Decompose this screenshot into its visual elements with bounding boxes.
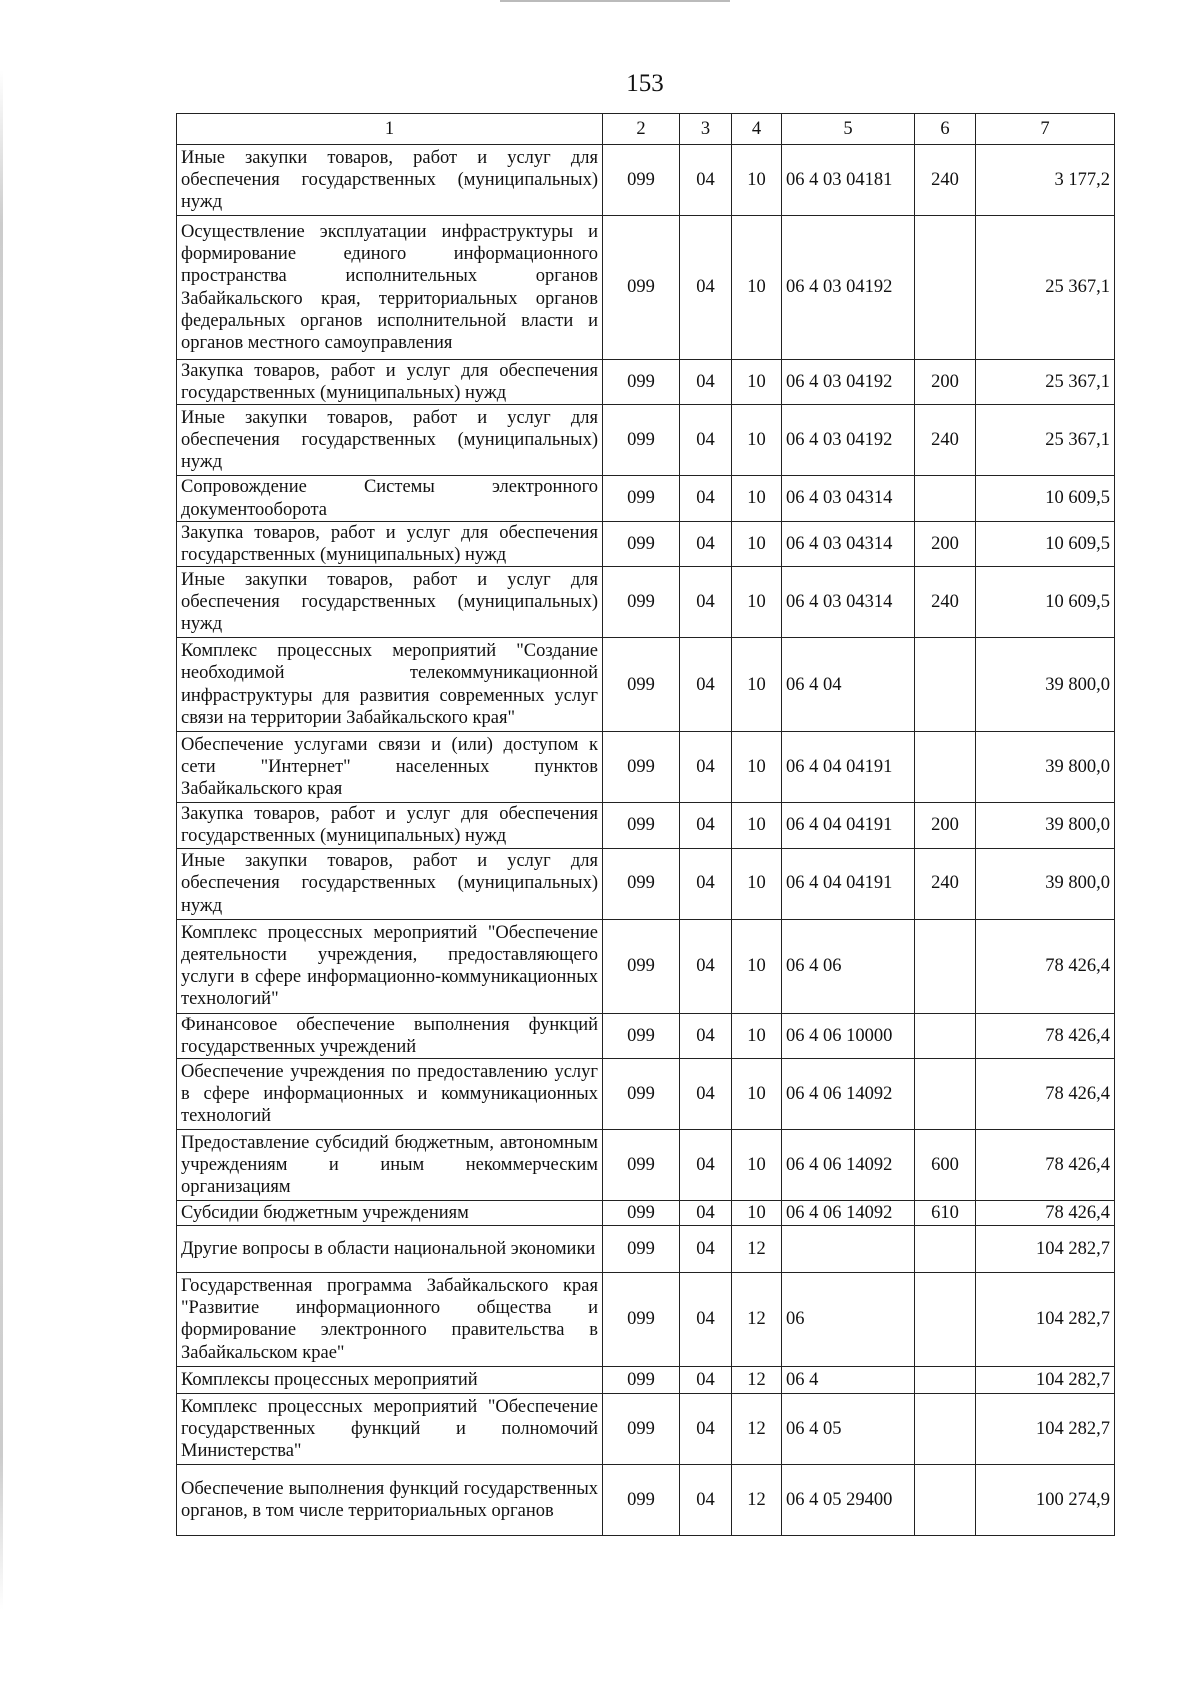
row-description: Государственная программа Забайкальского края "Развитие информационного общества и формирование электронного правительства в Забайкальском крае": [177, 1272, 603, 1366]
table-row: [177, 1129, 1115, 1200]
expense-type-code: [915, 1393, 976, 1464]
column-header: 6: [915, 114, 976, 145]
section-code: 04: [680, 1366, 732, 1393]
amount: 3 177,2: [976, 145, 1115, 216]
column-header: 1: [177, 114, 603, 145]
amount: 104 282,7: [976, 1272, 1115, 1366]
row-description: Обеспечение учреждения по предоставлению услуг в сфере информационных и коммуникационных технологий: [177, 1058, 603, 1129]
target-article-code: 06 4 06 14092: [782, 1200, 915, 1225]
amount: 39 800,0: [976, 803, 1115, 848]
target-article-code: [782, 1225, 915, 1272]
amount: 10 609,5: [976, 521, 1115, 566]
target-article-code: 06 4 03 04314: [782, 567, 915, 638]
target-article-code: 06 4 06 14092: [782, 1058, 915, 1129]
expense-type-code: 200: [915, 803, 976, 848]
ministry-code: 099: [603, 848, 680, 919]
table-row: [177, 145, 1115, 216]
target-article-code: 06 4 06 14092: [782, 1129, 915, 1200]
section-code: 04: [680, 1393, 732, 1464]
row-description: Сопровождение Системы электронного документооборота: [177, 476, 603, 521]
column-header: 3: [680, 114, 732, 145]
amount: 78 426,4: [976, 1129, 1115, 1200]
ministry-code: 099: [603, 1129, 680, 1200]
section-code: 04: [680, 1058, 732, 1129]
section-code: 04: [680, 848, 732, 919]
row-description: Комплексы процессных мероприятий: [177, 1366, 603, 1393]
ministry-code: 099: [603, 405, 680, 476]
section-code: 04: [680, 638, 732, 732]
row-description: Иные закупки товаров, работ и услуг для обеспечения государственных (муниципальных) нужд: [177, 145, 603, 216]
amount: 104 282,7: [976, 1225, 1115, 1272]
ministry-code: 099: [603, 803, 680, 848]
expense-type-code: [915, 476, 976, 521]
ministry-code: 099: [603, 1272, 680, 1366]
row-description: Закупка товаров, работ и услуг для обеспечения государственных (муниципальных) нужд: [177, 521, 603, 566]
expense-type-code: [915, 919, 976, 1013]
ministry-code: 099: [603, 145, 680, 216]
target-article-code: 06 4: [782, 1366, 915, 1393]
table-row: [177, 919, 1115, 1013]
table-row: [177, 1058, 1115, 1129]
amount: 78 426,4: [976, 1013, 1115, 1058]
row-description: Обеспечение услугами связи и (или) доступом к сети "Интернет" населенных пунктов Забайкальского края: [177, 732, 603, 803]
ministry-code: 099: [603, 476, 680, 521]
subsection-code: 10: [732, 1058, 782, 1129]
row-description: Иные закупки товаров, работ и услуг для обеспечения государственных (муниципальных) нужд: [177, 405, 603, 476]
target-article-code: 06: [782, 1272, 915, 1366]
expense-type-code: [915, 638, 976, 732]
ministry-code: 099: [603, 521, 680, 566]
target-article-code: 06 4 03 04181: [782, 145, 915, 216]
ministry-code: 099: [603, 919, 680, 1013]
table-row: [177, 1225, 1115, 1272]
row-description: Иные закупки товаров, работ и услуг для обеспечения государственных (муниципальных) нужд: [177, 848, 603, 919]
table-row: [177, 1200, 1115, 1225]
target-article-code: 06 4 04 04191: [782, 848, 915, 919]
subsection-code: 10: [732, 803, 782, 848]
table-row: [177, 638, 1115, 732]
target-article-code: 06 4 05: [782, 1393, 915, 1464]
section-code: 04: [680, 360, 732, 405]
amount: 78 426,4: [976, 1200, 1115, 1225]
section-code: 04: [680, 732, 732, 803]
section-code: 04: [680, 521, 732, 566]
column-header: 4: [732, 114, 782, 145]
section-code: 04: [680, 1200, 732, 1225]
page-number: 153: [626, 70, 664, 97]
section-code: 04: [680, 1129, 732, 1200]
table-row: [177, 1272, 1115, 1366]
ministry-code: 099: [603, 638, 680, 732]
row-description: Субсидии бюджетным учреждениям: [177, 1200, 603, 1225]
expense-type-code: [915, 1013, 976, 1058]
expense-type-code: [915, 1366, 976, 1393]
column-header: 7: [976, 114, 1115, 145]
row-description: Другие вопросы в области национальной экономики: [177, 1225, 603, 1272]
section-code: 04: [680, 1225, 732, 1272]
table-row: [177, 521, 1115, 566]
row-description: Комплекс процессных мероприятий "Создание необходимой телекоммуникационной инфраструктуры для развития современных услуг связи на территории Забайкальского края": [177, 638, 603, 732]
subsection-code: 10: [732, 360, 782, 405]
expense-type-code: [915, 1464, 976, 1535]
table-row: [177, 405, 1115, 476]
amount: 104 282,7: [976, 1366, 1115, 1393]
row-description: Предоставление субсидий бюджетным, автономным учреждениям и иным некоммерческим организациям: [177, 1129, 603, 1200]
amount: 78 426,4: [976, 1058, 1115, 1129]
target-article-code: 06 4 04 04191: [782, 732, 915, 803]
expense-type-code: 240: [915, 567, 976, 638]
expense-type-code: 610: [915, 1200, 976, 1225]
expense-type-code: [915, 216, 976, 360]
table-header-row: [177, 114, 1115, 145]
amount: 39 800,0: [976, 732, 1115, 803]
table-row: [177, 476, 1115, 521]
scan-artifact: [500, 0, 730, 2]
row-description: Комплекс процессных мероприятий "Обеспечение государственных функций и полномочий Министерства": [177, 1393, 603, 1464]
subsection-code: 10: [732, 216, 782, 360]
ministry-code: 099: [603, 1464, 680, 1535]
table-row: [177, 732, 1115, 803]
target-article-code: 06 4 06: [782, 919, 915, 1013]
subsection-code: 12: [732, 1366, 782, 1393]
scan-edge: [0, 70, 3, 1610]
subsection-code: 10: [732, 919, 782, 1013]
row-description: Осуществление эксплуатации инфраструктуры и формирование единого информационного пространства исполнительных органов Забайкальского края, территориальных органов федеральных органов исполнительной власти и органов местного самоуправления: [177, 216, 603, 360]
subsection-code: 10: [732, 567, 782, 638]
target-article-code: 06 4 03 04192: [782, 216, 915, 360]
table-row: [177, 1464, 1115, 1535]
subsection-code: 10: [732, 638, 782, 732]
ministry-code: 099: [603, 567, 680, 638]
subsection-code: 10: [732, 848, 782, 919]
subsection-code: 12: [732, 1272, 782, 1366]
target-article-code: 06 4 03 04314: [782, 476, 915, 521]
target-article-code: 06 4 06 10000: [782, 1013, 915, 1058]
column-header: 5: [782, 114, 915, 145]
amount: 78 426,4: [976, 919, 1115, 1013]
expense-type-code: 240: [915, 145, 976, 216]
row-description: Финансовое обеспечение выполнения функций государственных учреждений: [177, 1013, 603, 1058]
budget-table: [176, 113, 1115, 1536]
ministry-code: 099: [603, 216, 680, 360]
table-row: [177, 1393, 1115, 1464]
section-code: 04: [680, 1013, 732, 1058]
ministry-code: 099: [603, 1225, 680, 1272]
subsection-code: 12: [732, 1225, 782, 1272]
ministry-code: 099: [603, 1013, 680, 1058]
expense-type-code: [915, 1272, 976, 1366]
table-row: [177, 1366, 1115, 1393]
subsection-code: 10: [732, 405, 782, 476]
ministry-code: 099: [603, 1058, 680, 1129]
ministry-code: 099: [603, 1200, 680, 1225]
section-code: 04: [680, 567, 732, 638]
ministry-code: 099: [603, 732, 680, 803]
subsection-code: 10: [732, 145, 782, 216]
target-article-code: 06 4 03 04192: [782, 405, 915, 476]
target-article-code: 06 4 03 04314: [782, 521, 915, 566]
amount: 39 800,0: [976, 638, 1115, 732]
ministry-code: 099: [603, 1366, 680, 1393]
subsection-code: 10: [732, 1013, 782, 1058]
table-row: [177, 360, 1115, 405]
column-header: 2: [603, 114, 680, 145]
table-row: [177, 803, 1115, 848]
expense-type-code: 600: [915, 1129, 976, 1200]
section-code: 04: [680, 919, 732, 1013]
expense-type-code: 240: [915, 848, 976, 919]
subsection-code: 10: [732, 476, 782, 521]
section-code: 04: [680, 216, 732, 360]
subsection-code: 10: [732, 732, 782, 803]
amount: 10 609,5: [976, 476, 1115, 521]
subsection-code: 12: [732, 1464, 782, 1535]
section-code: 04: [680, 145, 732, 216]
ministry-code: 099: [603, 1393, 680, 1464]
section-code: 04: [680, 1464, 732, 1535]
table-row: [177, 216, 1115, 360]
row-description: Закупка товаров, работ и услуг для обеспечения государственных (муниципальных) нужд: [177, 360, 603, 405]
table-row: [177, 1013, 1115, 1058]
amount: 25 367,1: [976, 405, 1115, 476]
subsection-code: 12: [732, 1393, 782, 1464]
amount: 25 367,1: [976, 216, 1115, 360]
amount: 25 367,1: [976, 360, 1115, 405]
amount: 104 282,7: [976, 1393, 1115, 1464]
ministry-code: 099: [603, 360, 680, 405]
expense-type-code: 200: [915, 360, 976, 405]
target-article-code: 06 4 05 29400: [782, 1464, 915, 1535]
subsection-code: 10: [732, 521, 782, 566]
target-article-code: 06 4 03 04192: [782, 360, 915, 405]
expense-type-code: [915, 732, 976, 803]
section-code: 04: [680, 1272, 732, 1366]
row-description: Иные закупки товаров, работ и услуг для обеспечения государственных (муниципальных) нужд: [177, 567, 603, 638]
section-code: 04: [680, 405, 732, 476]
section-code: 04: [680, 476, 732, 521]
table-row: [177, 567, 1115, 638]
amount: 39 800,0: [976, 848, 1115, 919]
target-article-code: 06 4 04 04191: [782, 803, 915, 848]
row-description: Закупка товаров, работ и услуг для обеспечения государственных (муниципальных) нужд: [177, 803, 603, 848]
expense-type-code: 240: [915, 405, 976, 476]
row-description: Комплекс процессных мероприятий "Обеспечение деятельности учреждения, предоставляющего услуги в сфере информационно-коммуникационных технологий": [177, 919, 603, 1013]
expense-type-code: [915, 1058, 976, 1129]
amount: 10 609,5: [976, 567, 1115, 638]
table-row: [177, 848, 1115, 919]
row-description: Обеспечение выполнения функций государственных органов, в том числе территориальных органов: [177, 1464, 603, 1535]
subsection-code: 10: [732, 1129, 782, 1200]
expense-type-code: [915, 1225, 976, 1272]
subsection-code: 10: [732, 1200, 782, 1225]
target-article-code: 06 4 04: [782, 638, 915, 732]
section-code: 04: [680, 803, 732, 848]
expense-type-code: 200: [915, 521, 976, 566]
amount: 100 274,9: [976, 1464, 1115, 1535]
